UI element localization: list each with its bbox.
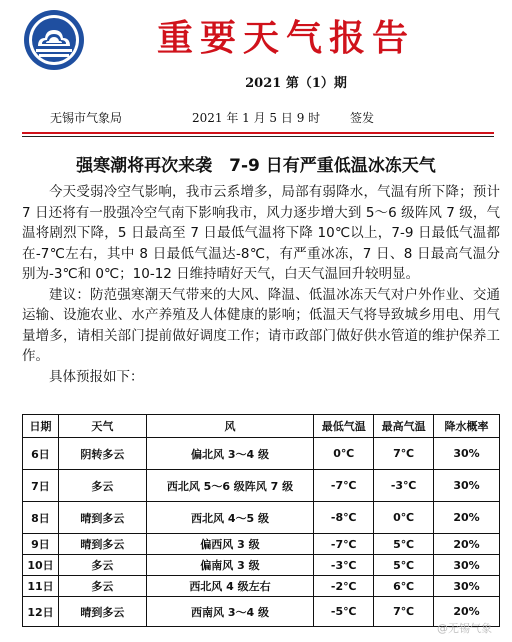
table-row (23, 576, 500, 597)
cell-precip: 30% (434, 576, 500, 597)
header-precip: 降水概率 (434, 415, 500, 438)
cell-date: 6日 (23, 438, 59, 470)
cell-wind: 偏南风 3 级 (146, 555, 314, 576)
table-row (23, 470, 500, 502)
table-header-row (23, 415, 500, 438)
cell-max-temp: 7℃ (374, 438, 434, 470)
header-wind: 风 (146, 415, 314, 438)
header-max-temp: 最高气温 (374, 415, 434, 438)
cell-min-temp: -8℃ (314, 502, 374, 534)
cell-min-temp: -7℃ (314, 534, 374, 555)
cell-date: 10日 (23, 555, 59, 576)
table-row (23, 502, 500, 534)
cell-max-temp: 7℃ (374, 597, 434, 627)
cell-weather: 阴转多云 (58, 438, 146, 470)
issue-date: 2021 年 1 月 5 日 9 时 (192, 111, 321, 125)
header-divider-red (22, 132, 494, 134)
paragraph-advice: 建议：防范强寒潮天气带来的大风、降温、低温冰冻天气对户外作业、交通运输、设施农业、水产养殖及人体健康的影响；低温天气将导致城乡用电、用气量增多，请相关部门提前做好调度工作；请市政部门做好供水管道的维护保养工作。 (22, 286, 500, 364)
cell-max-temp: 5℃ (374, 534, 434, 555)
table-row (23, 597, 500, 627)
cell-precip: 20% (434, 534, 500, 555)
report-title: 重要天气报告 (156, 17, 415, 59)
cell-max-temp: 0℃ (374, 502, 434, 534)
cell-min-temp: -2℃ (314, 576, 374, 597)
cell-precip: 20% (434, 597, 500, 627)
cell-date: 7日 (23, 470, 59, 502)
cell-min-temp: 0℃ (314, 438, 374, 470)
cell-weather: 晴到多云 (58, 534, 146, 555)
cell-date: 8日 (23, 502, 59, 534)
cell-date: 11日 (23, 576, 59, 597)
table-row (23, 534, 500, 555)
forecast-table (22, 414, 500, 627)
cell-precip: 20% (434, 502, 500, 534)
cell-wind: 西北风 5～6 级阵风 7 级 (146, 470, 314, 502)
cell-date: 12日 (23, 597, 59, 627)
cell-wind: 偏西风 3 级 (146, 534, 314, 555)
header-weather: 天气 (58, 415, 146, 438)
cell-max-temp: 6℃ (374, 576, 434, 597)
cell-wind: 西北风 4～5 级 (146, 502, 314, 534)
cell-max-temp: -3℃ (374, 470, 434, 502)
header-divider-black (22, 136, 494, 137)
cell-weather: 多云 (58, 555, 146, 576)
cell-weather: 多云 (58, 576, 146, 597)
cell-precip: 30% (434, 438, 500, 470)
cell-weather: 多云 (58, 470, 146, 502)
sign-label: 签发 (350, 111, 375, 125)
cell-max-temp: 5℃ (374, 555, 434, 576)
cell-min-temp: -5℃ (314, 597, 374, 627)
paragraph-summary: 今天受弱冷空气影响，我市云系增多，局部有弱降水，气温有所下降；预计 7 日还将有一股强冷空气南下影响我市，风力逐步增大到 5～6 级阵风 7 级，气温将剧烈下降，5 日最高至 7 日最低气温将下降 10℃以上，7-9 日最低气温都在-7℃左右，其中 8 日最低气温达-8℃，有严重冰冻，7 日、8 日最高气温分别为-3℃和 0℃；10-12 日维持晴好天气，白天气温回升较明显。 (22, 184, 500, 282)
cell-precip: 30% (434, 555, 500, 576)
table-row (23, 555, 500, 576)
watermark: @无锡气象 (437, 622, 492, 635)
cell-min-temp: -3℃ (314, 555, 374, 576)
header-min-temp: 最低气温 (314, 415, 374, 438)
report-body (22, 182, 500, 387)
cell-weather: 晴到多云 (58, 502, 146, 534)
cell-min-temp: -7℃ (314, 470, 374, 502)
cell-weather: 晴到多云 (58, 597, 146, 627)
report-headline: 强寒潮将再次来袭 7-9 日有严重低温冰冻天气 (76, 156, 436, 176)
cell-date: 9日 (23, 534, 59, 555)
cell-wind: 西南风 3～4 级 (146, 597, 314, 627)
cell-wind: 西北风 4 级左右 (146, 576, 314, 597)
table-row (23, 438, 500, 470)
issue-number: 2021 第（1）期 (245, 76, 347, 91)
paragraph-forecast-intro: 具体预报如下： (49, 368, 144, 385)
cell-wind: 偏北风 3～4 级 (146, 438, 314, 470)
agency-name: 无锡市气象局 (50, 111, 123, 125)
cell-precip: 30% (434, 470, 500, 502)
header-date: 日期 (23, 415, 59, 438)
